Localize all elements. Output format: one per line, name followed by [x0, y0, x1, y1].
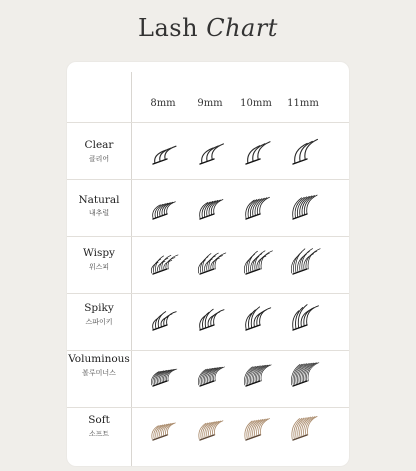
- lash-illustration: [143, 191, 183, 225]
- lash-cell-clear-11mm: [283, 136, 323, 170]
- lash-strand: [304, 196, 314, 215]
- lash-illustration: [143, 412, 183, 446]
- row-label-spiky: Spiky: [84, 302, 114, 314]
- lash-strand: [301, 310, 310, 327]
- row-label-spiky-ko: 스파이키: [85, 318, 113, 326]
- lash-illustration: [190, 412, 230, 446]
- lash-strand: [260, 308, 271, 325]
- lash-strand: [254, 312, 262, 326]
- lash-strand: [308, 249, 320, 269]
- lash-cell-natural-10mm: [236, 191, 276, 225]
- lash-strand: [215, 253, 226, 269]
- lash-band: [200, 325, 214, 330]
- lash-strand: [164, 314, 172, 326]
- row-divider: [67, 293, 349, 294]
- lash-strand: [304, 308, 314, 326]
- lash-cell-clear-9mm: [190, 136, 230, 170]
- lash-strand: [168, 255, 178, 269]
- lash-cell-spiky-9mm: [190, 302, 230, 336]
- lash-strand: [151, 262, 158, 273]
- lash-strand: [259, 253, 269, 269]
- lash-strand: [306, 251, 317, 269]
- lash-illustration: [190, 246, 230, 280]
- column-header-11mm: 11mm: [287, 98, 319, 109]
- row-label-wispy-ko: 위스피: [88, 263, 110, 271]
- row-label-soft-ko: 소프트: [88, 430, 110, 438]
- row-label-natural-ko: 내추럴: [88, 209, 110, 217]
- lash-illustration: [283, 412, 323, 446]
- lash-cell-natural-9mm: [190, 191, 230, 225]
- lash-cell-soft-10mm: [236, 412, 276, 446]
- lash-illustration: [236, 191, 276, 225]
- lash-strand: [211, 312, 220, 326]
- lash-cell-spiky-10mm: [236, 302, 276, 336]
- lash-illustration: [283, 136, 323, 170]
- lash-cell-wispy-9mm: [190, 246, 230, 280]
- lash-cell-wispy-10mm: [236, 246, 276, 280]
- column-header-8mm: 8mm: [150, 98, 176, 109]
- lash-cell-clear-10mm: [236, 136, 276, 170]
- row-label-clear: Clear: [84, 139, 114, 151]
- lash-illustration: [190, 191, 230, 225]
- lash-band: [200, 381, 214, 386]
- lash-band: [153, 381, 167, 386]
- lash-cell-natural-8mm: [143, 191, 183, 225]
- lash-cell-soft-8mm: [143, 412, 183, 446]
- lash-band: [246, 325, 260, 330]
- lash-illustration: [283, 358, 323, 392]
- lash-band: [293, 381, 307, 386]
- lash-strand: [214, 310, 224, 325]
- lash-strand: [261, 251, 272, 269]
- lash-illustration: [190, 358, 230, 392]
- lash-cell-voluminous-11mm: [283, 358, 323, 392]
- lash-cell-clear-8mm: [143, 136, 183, 170]
- lash-band: [246, 381, 260, 386]
- row-label-clear-ko: 클리어: [88, 155, 110, 163]
- page-title: [0, 14, 416, 42]
- lash-cell-soft-9mm: [190, 412, 230, 446]
- lash-illustration: [190, 302, 230, 336]
- lash-illustration: [143, 136, 183, 170]
- row-divider: [67, 407, 349, 408]
- lash-illustration: [283, 246, 323, 280]
- lash-strand: [244, 367, 252, 385]
- title-italic-word: Chart: [206, 14, 278, 42]
- lash-strand: [201, 369, 209, 385]
- lash-illustration: [283, 191, 323, 225]
- row-label-soft: Soft: [88, 414, 110, 426]
- lash-strand: [296, 249, 305, 272]
- lash-cell-spiky-11mm: [283, 302, 323, 336]
- row-divider: [67, 350, 349, 351]
- row-divider: [67, 179, 349, 180]
- column-header-10mm: 10mm: [240, 98, 272, 109]
- lash-illustration: [143, 358, 183, 392]
- lash-illustration: [143, 246, 183, 280]
- lash-illustration: [236, 412, 276, 446]
- lash-band: [293, 325, 307, 330]
- row-label-natural: Natural: [78, 194, 120, 206]
- lash-illustration: [236, 358, 276, 392]
- lash-chart-card: [67, 62, 349, 466]
- lash-illustration: [236, 302, 276, 336]
- lash-strand: [257, 310, 267, 326]
- lash-cell-voluminous-8mm: [143, 358, 183, 392]
- column-header-9mm: 9mm: [197, 98, 223, 109]
- lash-illustration: [283, 302, 323, 336]
- lash-illustration: [236, 246, 276, 280]
- row-label-wispy: Wispy: [82, 247, 115, 259]
- lash-cell-wispy-8mm: [143, 246, 183, 280]
- lash-strand: [307, 306, 319, 325]
- lash-strand: [165, 146, 176, 159]
- lash-cell-spiky-8mm: [143, 302, 183, 336]
- row-label-voluminous: Voluminous: [68, 353, 130, 365]
- lash-illustration: [143, 302, 183, 336]
- lash-cell-wispy-11mm: [283, 246, 323, 280]
- row-divider: [67, 122, 349, 123]
- row-label-voluminous-ko: 볼루미너스: [82, 369, 116, 377]
- lash-strand: [198, 260, 205, 273]
- lash-strand: [253, 254, 262, 271]
- lash-cell-natural-11mm: [283, 191, 323, 225]
- lash-cell-voluminous-9mm: [190, 358, 230, 392]
- lash-illustration: [236, 136, 276, 170]
- lash-strand: [167, 312, 177, 325]
- title-word: Lash: [138, 14, 199, 42]
- lash-illustration: [190, 136, 230, 170]
- row-divider: [67, 236, 349, 237]
- lash-cell-soft-11mm: [283, 412, 323, 446]
- lash-cell-voluminous-10mm: [236, 358, 276, 392]
